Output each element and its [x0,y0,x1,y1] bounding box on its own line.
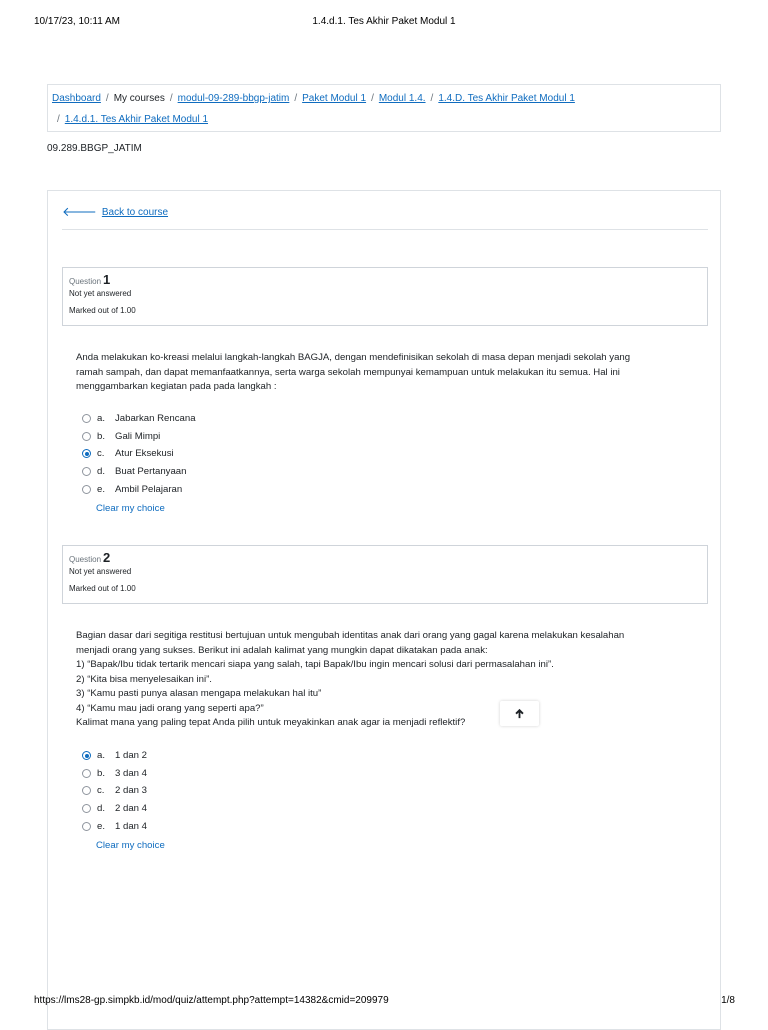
question-text-line: Anda melakukan ko-kreasi melalui langkah-langkah BAGJA, dengan mendefinisikan sekolah di masa depan menjadi sekolah yang [76,352,631,363]
radio-button[interactable] [82,804,91,813]
question-text-line: 1) “Bapak/Ibu tidak tertarik mencari siapa yang salah, tapi Bapak/Ibu ingin mencari solusi dari permasalahan ini”. [76,659,554,670]
question-marks: Marked out of 1.00 [69,306,136,315]
breadcrumb-separator: / [371,93,374,104]
question-number: 2 [103,550,111,565]
question-text-line: menjadi orang yang sukses. Berikut ini adalah kalimat yang mungkin dapat dikatakan pada anak: [76,644,488,656]
answer-option-e[interactable] [82,817,147,835]
question-text-line: 3) “Kamu pasti punya alasan mengapa melakukan hal itu” [76,688,322,699]
answer-option-b[interactable] [82,428,196,446]
clear-choice-link[interactable]: Clear my choice [96,840,165,851]
question-number: 1 [103,272,111,287]
breadcrumb-separator: / [430,93,434,104]
breadcrumb-course[interactable]: modul-09-289-bbgp-jatim [177,93,290,104]
question-1-info [62,267,708,326]
answer-text: 2 dan 4 [115,803,148,815]
answer-letter: d. [97,803,106,815]
question-text-line: 2) “Kita bisa menyelesaikan ini”. [76,673,212,685]
answer-letter: b. [97,430,106,442]
breadcrumb-paket-modul[interactable]: Paket Modul 1 [302,93,367,104]
answer-option-d[interactable] [82,463,196,481]
answer-option-d[interactable] [82,800,147,818]
breadcrumb [47,84,721,132]
print-datetime: 10/17/23, 10:11 AM [34,16,120,27]
breadcrumb-dashboard[interactable]: Dashboard [52,93,101,104]
radio-button[interactable] [82,467,91,476]
divider [62,229,708,230]
radio-button[interactable] [82,822,91,831]
question-text-line: Bagian dasar dari segitiga restitusi bertujuan untuk mengubah identitas anak dari orang yang gagal karena melakukan kesalahan [76,630,625,641]
question-text-line: Kalimat mana yang paling tepat Anda pilih untuk meyakinkan anak agar ia menjadi reflektif? [76,717,466,728]
question-label: Question [69,555,102,564]
question-1-text [76,351,676,395]
back-to-course-link[interactable] [62,204,168,220]
breadcrumb-separator: / [105,93,109,104]
question-1-answers [82,410,196,498]
question-2-info [62,545,708,604]
breadcrumb-separator: / [57,114,60,125]
answer-text: Jabarkan Rencana [115,413,196,425]
print-title: 1.4.d.1. Tes Akhir Paket Modul 1 [312,16,456,27]
question-marks: Marked out of 1.00 [69,584,136,593]
answer-option-a[interactable] [82,410,196,428]
radio-button-selected[interactable] [82,449,91,458]
question-label: Question [69,277,102,286]
question-text-line: menggambarkan kegiatan pada pada langkah : [76,381,277,392]
answer-text: Gali Mimpi [115,430,161,442]
answer-option-c[interactable] [82,782,147,800]
arrow-left-icon: 🡐 [62,204,97,219]
breadcrumb-separator: / [294,93,298,104]
question-text-line: ramah sampah, dan dapat memanfaatkannya, serta warga sekolah mempunyai kemampuan untuk melakukan itu semua. Hal ini [76,366,620,378]
answer-option-e[interactable] [82,480,196,498]
answer-letter: a. [97,413,106,425]
back-to-top-button[interactable] [500,701,539,726]
answer-letter: a. [97,750,106,762]
question-text-line: 4) “Kamu mau jadi orang yang seperti apa?” [76,702,264,714]
course-code: 09.289.BBGP_JATIM [47,143,142,154]
breadcrumb-my-courses: My courses [113,93,165,104]
answer-option-a[interactable] [82,747,147,765]
print-url: https://lms28-gp.simpkb.id/mod/quiz/attempt.php?attempt=14382&cmid=209979 [34,995,389,1006]
answer-letter: c. [97,448,105,460]
answer-letter: e. [97,820,106,832]
radio-button[interactable] [82,414,91,423]
radio-button[interactable] [82,769,91,778]
arrow-up-icon [514,708,525,719]
breadcrumb-modul[interactable]: Modul 1.4. [378,93,426,104]
answer-text: 1 dan 4 [115,820,148,832]
answer-option-c[interactable] [82,445,196,463]
answer-letter: b. [97,767,106,779]
answer-text: 1 dan 2 [115,750,148,762]
clear-choice-link[interactable]: Clear my choice [96,503,165,514]
question-2-text [76,629,676,731]
radio-button[interactable] [82,786,91,795]
answer-text: 3 dan 4 [115,767,148,779]
answer-letter: c. [97,785,105,797]
radio-button[interactable] [82,432,91,441]
answer-letter: e. [97,483,106,495]
breadcrumb-quiz[interactable]: 1.4.d.1. Tes Akhir Paket Modul 1 [64,114,209,125]
breadcrumb-section[interactable]: 1.4.D. Tes Akhir Paket Modul 1 [438,93,575,104]
question-state: Not yet answered [69,567,132,576]
question-state: Not yet answered [69,289,132,298]
question-2-answers [82,747,147,835]
radio-button[interactable] [82,485,91,494]
answer-option-b[interactable] [82,765,147,783]
answer-text: Buat Pertanyaan [115,466,187,478]
answer-text: 2 dan 3 [115,785,148,797]
back-to-course-label: Back to course [101,207,169,218]
answer-letter: d. [97,466,106,478]
radio-button-selected[interactable] [82,751,91,760]
print-page-number: 1/8 [721,995,735,1006]
answer-text: Atur Eksekusi [115,448,174,460]
breadcrumb-separator: / [169,93,173,104]
answer-text: Ambil Pelajaran [115,483,183,495]
